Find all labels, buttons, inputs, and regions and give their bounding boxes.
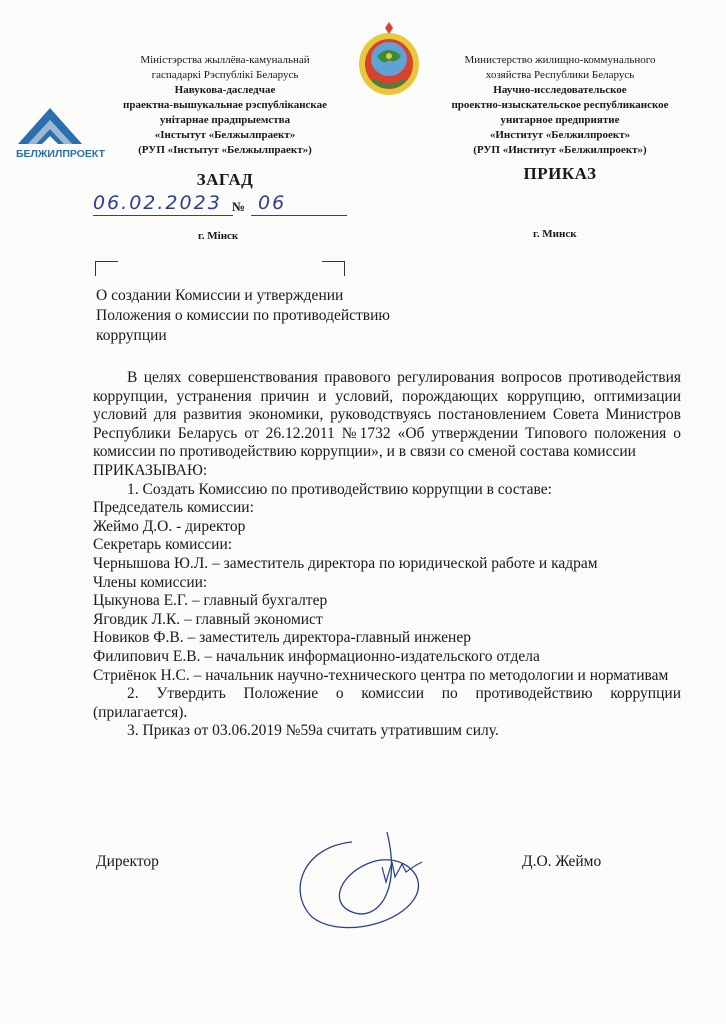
item-1: 1. Создать Комиссию по противодействию коррупции в составе:: [127, 480, 552, 498]
ministry-ru-line2: хозяйства Республики Беларусь: [485, 69, 635, 81]
org-be-line2: праектна-вышукальнае рэспубліканскае: [123, 99, 327, 111]
secretary-label: Секретарь комиссии:: [93, 536, 233, 554]
state-emblem-icon: [355, 22, 423, 103]
org-be-line4: «Інстытут «Белжылпраект»: [154, 129, 296, 141]
chair-label: Председатель комиссии:: [93, 499, 254, 517]
org-ru-line4: «Институт «Белжилпроект»: [489, 129, 631, 141]
number-underline: [251, 215, 347, 216]
header-left: [90, 53, 360, 158]
org-be-line1: Навукова-даследчае: [174, 84, 276, 96]
ministry-ru-line1: Министерство жилищно-коммунального: [464, 54, 656, 66]
org-ru-line3: унитарное предприятие: [500, 114, 620, 126]
subject-line: Положения о комиссии по противодействию: [96, 307, 390, 324]
org-ru-line1: Научно-исследовательское: [493, 84, 627, 96]
signer-name: Д.О. Жеймо: [522, 853, 602, 870]
handwritten-date: 06.02.2023: [93, 192, 222, 214]
date-underline: [93, 215, 233, 216]
signer-role: Директор: [96, 853, 159, 870]
member: Филипович Е.В. – начальник информационно-издательского отдела: [93, 647, 540, 665]
number-sign: №: [232, 199, 246, 214]
order-subject: [96, 286, 456, 346]
subject-line: О создании Комиссии и утверждении: [96, 287, 344, 304]
order-body: [93, 369, 681, 741]
org-ru-line5: (РУП «Институт «Белжилпроект»): [473, 144, 647, 156]
member: Яговдик Л.К. – главный экономист: [93, 610, 323, 628]
subject-corner-left: [95, 261, 118, 276]
company-logo: [14, 104, 105, 167]
chair: Жеймо Д.О. - директор: [93, 517, 246, 535]
logo-text: БЕЛЖИЛПРОЕКТ: [16, 148, 105, 160]
org-ru-line2: проектно-изыскательское республиканское: [451, 99, 669, 111]
preamble: В целях совершенствования правового регулирования вопросов противодействия коррупции, устранения причин и условий, порождающих коррупцию, оптимизации условий для развития экономики, руководствуясь постановлением Совета Министров Республики Беларусь от 26.12.2011 №1732 «Об утверждении Типового положения о комиссии по противодействию коррупции», и в связи со сменой состава комиссии: [93, 369, 681, 461]
doc-type-ru: ПРИКАЗ: [523, 164, 597, 183]
city-ru: г. Минск: [533, 228, 577, 240]
handwritten-number: 06: [258, 192, 287, 214]
item-3: 3. Приказ от 03.06.2019 №59а считать утратившим силу.: [127, 722, 499, 740]
doc-type-be: ЗАГАД: [196, 170, 254, 189]
order-word: ПРИКАЗЫВАЮ:: [93, 461, 208, 479]
secretary: Чернышова Ю.Л. – заместитель директора по юридической работе и кадрам: [93, 554, 598, 572]
handwritten-signature: [282, 822, 442, 947]
member: Цыкунова Е.Г. – главный бухгалтер: [93, 592, 328, 610]
subject-corner-right: [322, 261, 345, 276]
org-be-line5: (РУП «Інстытут «Белжылпраект»): [138, 144, 312, 156]
member: Новиков Ф.В. – заместитель директора-главный инженер: [93, 629, 471, 647]
subject-line: коррупции: [96, 327, 167, 344]
ministry-be-line2: гаспадаркі Рэспублікі Беларусь: [151, 69, 299, 81]
ministry-be-line1: Міністэрства жыллёва-камунальнай: [140, 54, 310, 66]
item-2: 2. Утвердить Положение о комиссии по противодействию коррупции (прилагается).: [93, 685, 681, 721]
member: Стриёнок Н.С. – начальник научно-технического центра по методологии и нормативам: [93, 666, 669, 684]
header-right: [420, 53, 700, 158]
city-be: г. Мінск: [198, 230, 239, 242]
org-be-line3: унітарнае прадпрыемства: [159, 114, 291, 126]
members-label: Члены комиссии:: [93, 573, 208, 591]
